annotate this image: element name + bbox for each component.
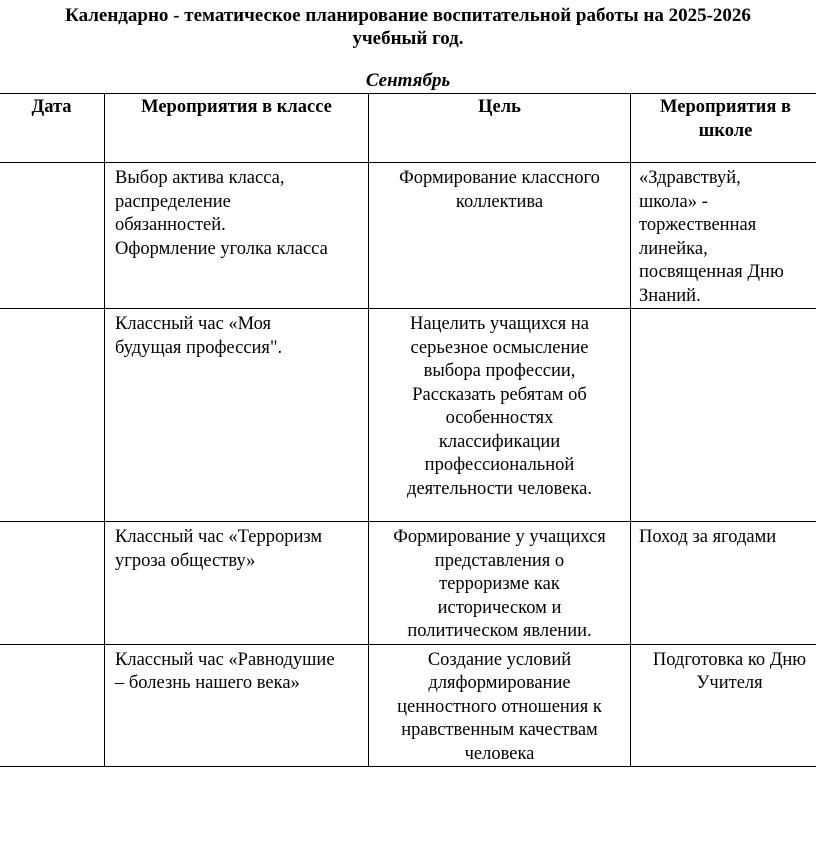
- text-line: серьезное осмысление: [410, 337, 589, 358]
- text-line: терроризме как: [439, 574, 560, 594]
- cell-date: [0, 309, 105, 522]
- cell-goal: [369, 644, 631, 767]
- text-line: дляформирование: [428, 673, 571, 693]
- cell-date: [0, 163, 105, 309]
- text-line: Знаний.: [639, 285, 701, 306]
- month-heading: Сентябрь: [365, 70, 451, 91]
- text-line: Создание условий: [427, 649, 572, 670]
- cell-goal: [369, 163, 631, 309]
- text-line: классификации: [438, 431, 561, 452]
- text-line: Подготовка ко Дню: [652, 649, 807, 670]
- text-line: Формирование классного: [399, 168, 600, 188]
- cell-school-events: [631, 522, 816, 645]
- cell-school-events: [631, 309, 816, 522]
- cell-goal: [369, 522, 631, 645]
- text-line: историческом и: [437, 597, 562, 618]
- text-line: Рассказать ребятам об: [412, 384, 587, 405]
- table-row: [0, 644, 816, 767]
- cell-class-events: [105, 163, 369, 309]
- header-class-events-label: Мероприятия в классе: [141, 97, 332, 117]
- text-line: Классный час «Равнодушие: [115, 649, 335, 670]
- text-line: обязанностей.: [115, 215, 226, 235]
- document-title: [0, 4, 816, 50]
- header-school-events: [631, 94, 816, 163]
- text-line: особенностях: [445, 408, 554, 428]
- cell-date: [0, 644, 105, 767]
- cell-class-events: [105, 309, 369, 522]
- text-line: Классный час «Терроризм: [115, 527, 323, 547]
- cell-class-events: [105, 644, 369, 767]
- cell-date: [0, 522, 105, 645]
- text-line: будущая профессия".: [115, 337, 283, 358]
- header-date-label: Дата: [31, 97, 72, 117]
- table-row: [0, 163, 816, 309]
- text-line: Поход за ягодами: [639, 527, 777, 547]
- text-line: представления о: [434, 550, 565, 571]
- document-title-line-1: Календарно - тематическое планирование воспитательной работы на 2025-2026: [65, 5, 751, 26]
- text-line: линейка,: [639, 238, 708, 259]
- text-line: Классный час «Моя: [115, 314, 272, 334]
- header-date: [0, 94, 105, 163]
- text-line: «Здравствуй,: [639, 168, 741, 188]
- text-line: Оформление уголка класса: [115, 238, 328, 259]
- header-school-events-label-2: школе: [698, 120, 753, 141]
- document-title-line-2: учебный год.: [352, 28, 464, 49]
- table-header-row: [0, 94, 816, 163]
- table-row: [0, 522, 816, 645]
- header-goal: [369, 94, 631, 163]
- table-row: [0, 309, 816, 522]
- text-line: распределение: [115, 191, 231, 212]
- text-line: профессиональной: [424, 455, 575, 475]
- text-line: политическом явлении.: [407, 621, 592, 641]
- text-line: торжественная: [639, 215, 757, 235]
- text-line: деятельности человека.: [407, 478, 592, 499]
- text-line: посвященная Дню: [639, 262, 784, 282]
- text-line: школа» -: [639, 191, 708, 212]
- cell-school-events: [631, 644, 816, 767]
- text-line: угроза обществу»: [115, 550, 256, 571]
- text-line: человека: [464, 743, 535, 764]
- cell-goal: [369, 309, 631, 522]
- header-school-events-label-1: Мероприятия в: [660, 97, 791, 117]
- plan-table: [0, 93, 816, 767]
- text-line: ценностного отношения к: [397, 696, 602, 717]
- text-line: Выбор актива класса,: [115, 168, 285, 188]
- cell-school-events: [631, 163, 816, 309]
- text-line: – болезнь нашего века»: [115, 673, 300, 693]
- text-line: Формирование у учащихся: [393, 527, 606, 547]
- text-line: Учителя: [696, 673, 763, 693]
- text-line: выбора профессии,: [423, 361, 576, 381]
- text-line: коллектива: [455, 191, 544, 212]
- header-goal-label: Цель: [478, 97, 521, 117]
- header-class-events: [105, 94, 369, 163]
- text-line: Нацелить учащихся на: [409, 314, 590, 334]
- cell-class-events: [105, 522, 369, 645]
- text-line: нравственным качествам: [401, 720, 598, 740]
